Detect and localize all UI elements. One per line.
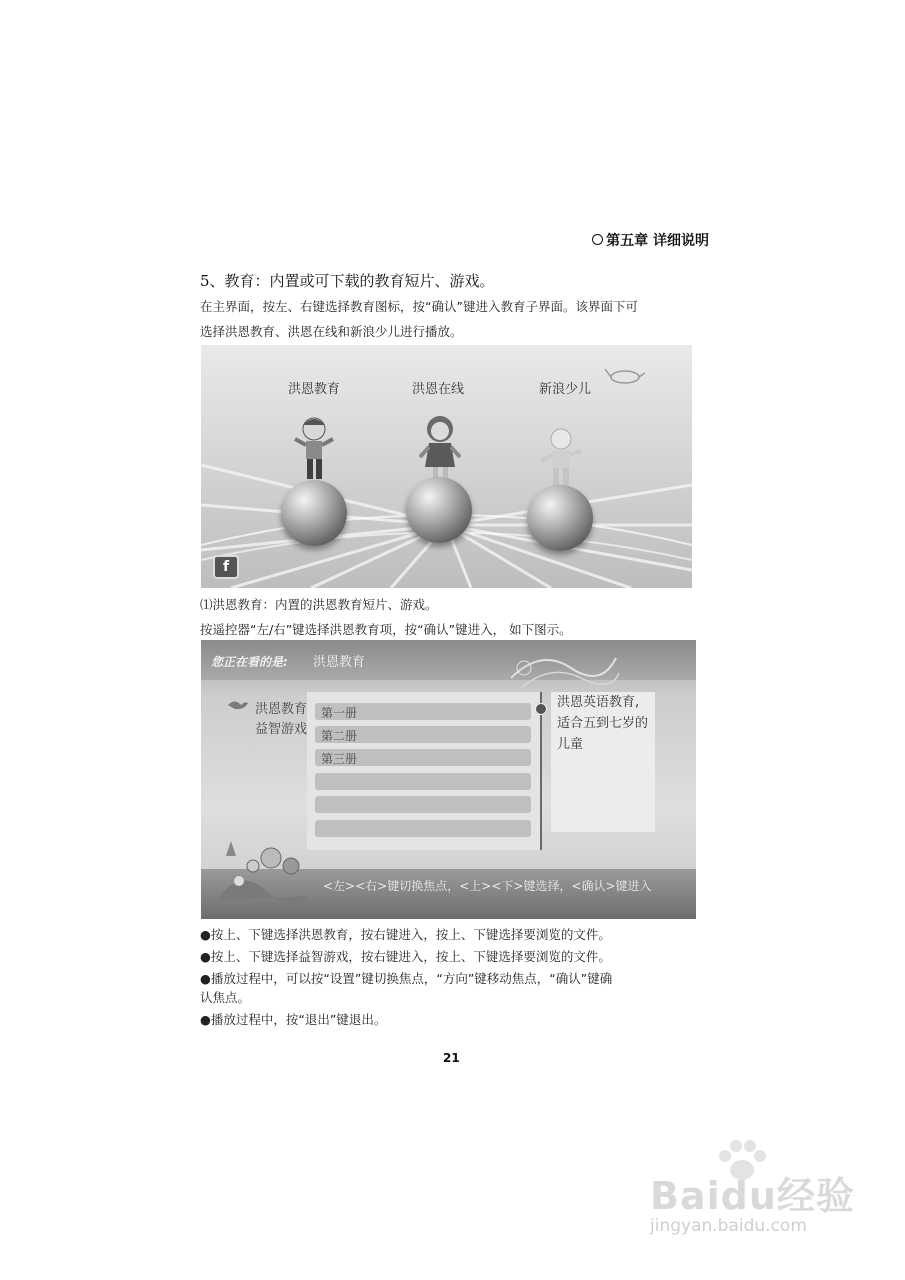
chapter-title: 第五章 详细说明: [606, 233, 709, 249]
list-item[interactable]: 第三册: [315, 749, 531, 766]
watermark-brand: Baidu经验: [650, 1174, 855, 1218]
category-hongen-education[interactable]: 洪恩教育: [255, 702, 308, 717]
page-number: 21: [443, 1051, 460, 1065]
category-puzzle-games[interactable]: 益智游戏: [255, 722, 308, 737]
list-item[interactable]: 第二册: [315, 726, 531, 743]
key-hint-text: <左><右>键切换焦点，<上><下>键选择，<确认>键进入: [323, 879, 652, 893]
screen-title: 洪恩教育: [313, 655, 366, 670]
airplane-icon: [605, 365, 645, 389]
bullet-item-1: ●按上、下键选择洪恩教育，按右键进入，按上、下键选择要浏览的文件。: [200, 927, 611, 942]
chapter-header: [592, 230, 709, 250]
menu-item-label-1: 洪恩教育: [288, 382, 341, 397]
list-item[interactable]: [315, 773, 531, 790]
cartoon-decoration-icon: [211, 836, 311, 906]
intro-line-1: 在主界面，按左、右键选择教育图标，按“确认”键进入教育子界面。该界面下可: [200, 299, 638, 314]
description-line-2: 适合五到七岁的: [557, 716, 649, 731]
scrollbar-track[interactable]: [540, 692, 542, 850]
education-menu-screenshot: [201, 345, 692, 588]
hongen-education-screenshot: [201, 640, 696, 919]
now-viewing-label: 您正在看的是:: [211, 655, 288, 669]
bullet-item-3: ●播放过程中，可以按“设置”键切换焦点，“方向”键移动焦点，“确认”键确: [200, 971, 613, 986]
globe-icon-1[interactable]: [281, 480, 347, 546]
intro-line-2: 选择洪恩教育、洪恩在线和新浪少儿进行播放。: [200, 324, 463, 339]
description-line-1: 洪恩英语教育,: [557, 695, 640, 710]
girl-character-icon: [419, 415, 461, 485]
boy-character-icon: [293, 415, 335, 485]
watermark-url: jingyan.baidu.com: [650, 1216, 807, 1236]
bullet-item-2: ●按上、下键选择益智游戏，按右键进入，按上、下键选择要浏览的文件。: [200, 949, 611, 964]
globe-icon-3[interactable]: [527, 485, 593, 551]
bullet-item-3-cont: 认焦点。: [200, 990, 251, 1005]
app-logo-icon: f: [213, 555, 239, 579]
description-line-3: 儿童: [557, 737, 584, 752]
menu-item-label-2: 洪恩在线: [412, 382, 465, 397]
scrollbar-knob[interactable]: [535, 703, 547, 715]
section-title: 5、教育：内置或可下载的教育短片、游戏。: [200, 272, 495, 290]
globe-icon-2[interactable]: [406, 477, 472, 543]
list-item[interactable]: [315, 820, 531, 837]
list-item[interactable]: 第一册: [315, 703, 531, 720]
circle-icon: [592, 234, 603, 245]
subsection-instruction: 按遥控器“左/右”键选择洪恩教育项，按“确认”键进入， 如下图示。: [200, 622, 572, 637]
subsection-title: ⑴洪恩教育：内置的洪恩教育短片、游戏。: [200, 597, 438, 612]
menu-item-label-3: 新浪少儿: [539, 382, 592, 397]
list-item[interactable]: [315, 796, 531, 813]
bird-pointer-icon: [227, 698, 249, 712]
bullet-item-4: ●播放过程中，按“退出”键退出。: [200, 1012, 387, 1027]
